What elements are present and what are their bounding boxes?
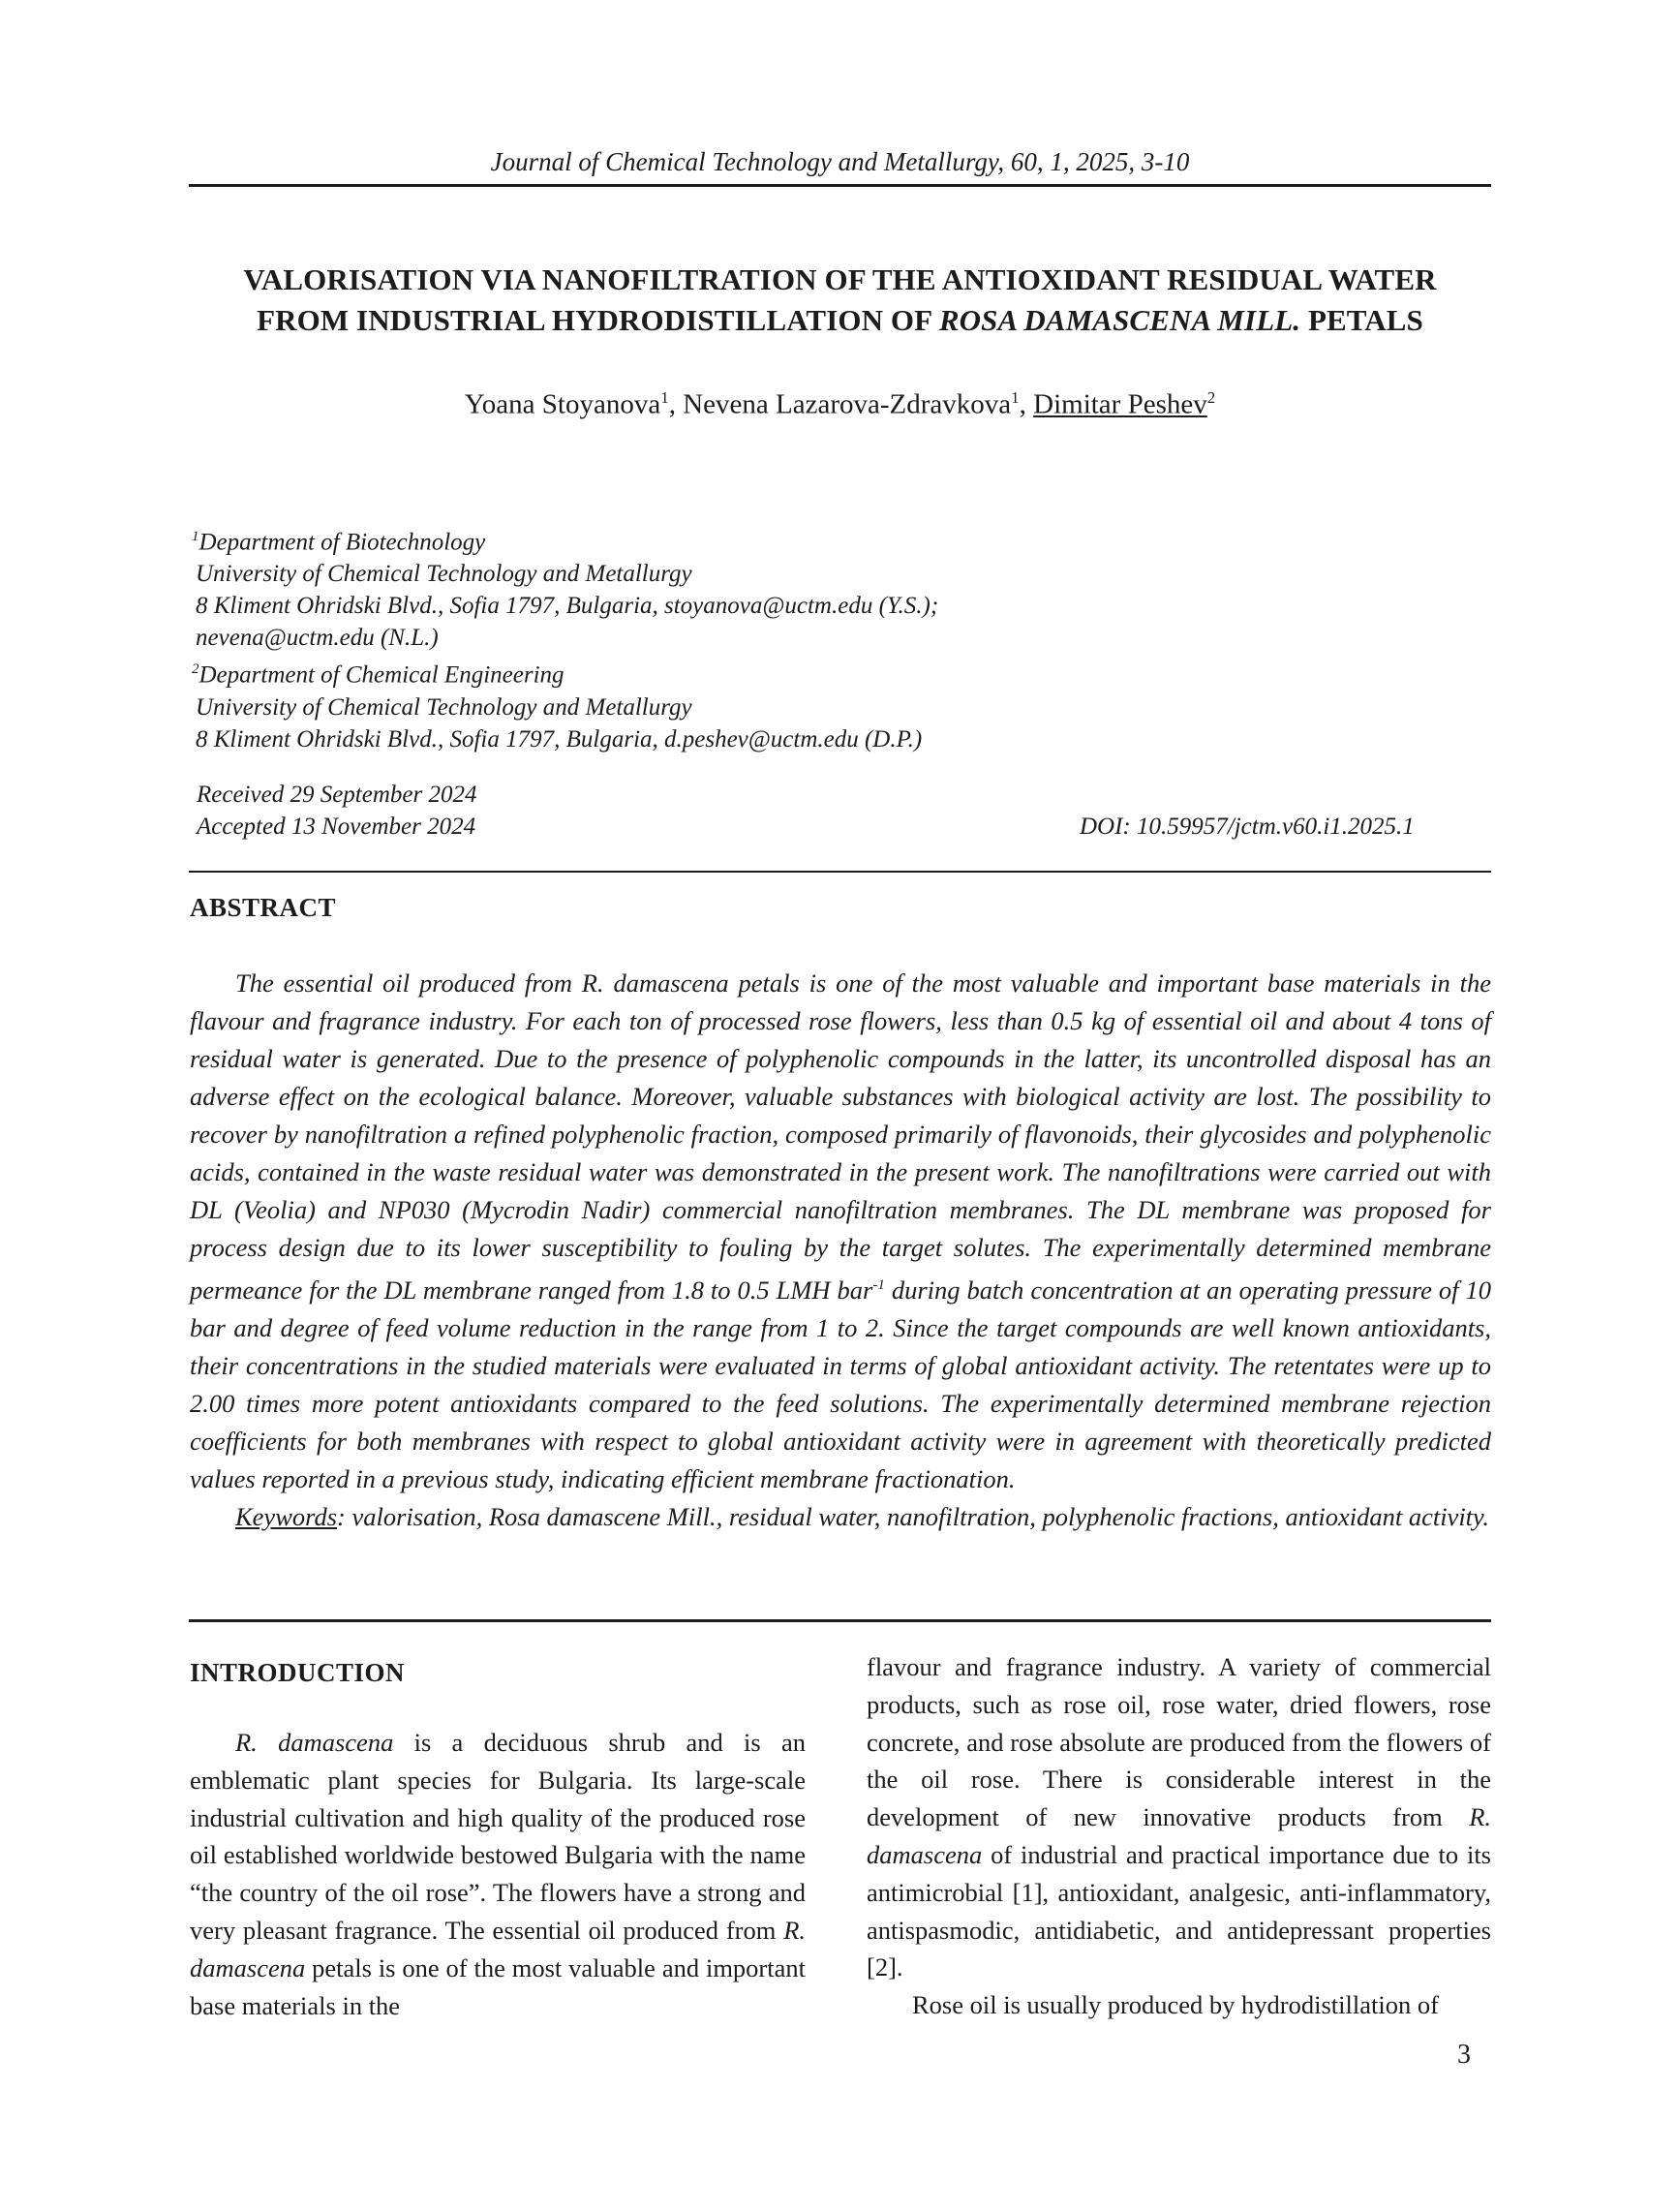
unit-exponent: -1	[872, 1277, 885, 1293]
intro-text: flavour and fragrance industry. A variety of commercial products, such as rose oil, rose water, dried flowers, rose concrete, and rose absolute are produced from the flowers of the oil rose. There is considerable interest in the development of new innovative products from	[867, 1652, 1491, 1832]
doi: DOI: 10.59957/jctm.v60.i1.2025.1	[1080, 814, 1415, 840]
accepted-date: Accepted 13 November 2024	[197, 814, 476, 840]
intro-text: is a deciduous shrub and is an emblematic plant species for Bulgaria. Its large-scale industrial cultivation and high quality of the produced rose oil established worldwide bestowed Bulgaria with the name “the country of the oil rose”. The flowers have a strong and very pleasant fragrance. The essential oil produced from	[190, 1728, 806, 1945]
intro-paragraph	[190, 1724, 806, 2024]
species-name: R. damascena	[235, 1728, 394, 1757]
corresponding-author-name: Dimitar Peshev	[1033, 388, 1207, 420]
author-affiliation-marker: 1	[1011, 388, 1020, 407]
title-line-2	[189, 300, 1491, 341]
paper-title	[189, 260, 1491, 341]
intro-text: of industrial and practical importance due to its antimicrobial [1], antioxidant, analgesic, anti-inflammatory, antispasmodic, antidiabetic, and antidepressant properties [2].	[867, 1839, 1491, 1982]
author-separator: ,	[1019, 388, 1034, 420]
affiliation-1-address: 8 Kliment Ohridski Blvd., Sofia 1797, Bulgaria, stoyanova@uctm.edu (Y.S.);	[196, 593, 939, 620]
abstract-body	[190, 965, 1491, 1536]
title-line-1: VALORISATION VIA NANOFILTRATION OF THE ANTIOXIDANT RESIDUAL WATER	[243, 262, 1437, 296]
abstract-bottom-rule	[189, 1619, 1491, 1622]
introduction-left-column	[190, 1724, 806, 2024]
affiliation-marker: 2	[192, 661, 199, 678]
introduction-right-column	[867, 1648, 1491, 2024]
keywords-list: : valorisation, Rosa damascene Mill., residual water, nanofiltration, polyphenolic fractions, antioxidant activity.	[337, 1501, 1489, 1531]
title-species: ROSA DAMASCENA MILL.	[938, 303, 1301, 337]
affiliation-marker: 1	[192, 529, 199, 544]
affiliation-text: Department of Chemical Engineering	[198, 661, 564, 689]
author-list	[189, 380, 1491, 423]
affiliations	[192, 521, 938, 755]
introduction-heading: INTRODUCTION	[190, 1658, 406, 1687]
affiliation-2-university: University of Chemical Technology and Metallurgy	[196, 693, 692, 721]
intro-paragraph-continued	[867, 1648, 1491, 1986]
species-name: R. damascena	[867, 1802, 1491, 1869]
intro-text: petals is one of the most valuable and important base materials in the	[190, 1952, 806, 2020]
species-name: R. damascena	[190, 1915, 806, 1982]
journal-header: Journal of Chemical Technology and Metallurgy, 60, 1, 2025, 3-10	[490, 147, 1190, 176]
affiliation-1-email: nevena@uctm.edu (N.L.)	[196, 625, 439, 652]
abstract-text-cont: during batch concentration at an operating pressure of 10 bar and degree of feed volume reduction in the range from 1 to 2. Since the target compounds are well known antioxidants, their concentrations in the studied materials were evaluated in terms of global antioxidant activity. The retentates were up to 2.00 times more potent antioxidants compared to the feed solutions. The experimentally determined membrane rejection coefficients for both membranes with respect to global antioxidant activity were in agreement with theoretically predicted values reported in a previous study, indicating efficient membrane fractionation.	[190, 1275, 1491, 1493]
keywords-label: Keywords	[235, 1501, 338, 1531]
affiliation-1-department	[192, 521, 938, 558]
abstract-text: The essential oil produced from R. damascena petals is one of the most valuable and important base materials in the flavour and fragrance industry. For each ton of processed rose flowers, less than 0.5 kg of essential oil and about 4 tons of residual water is generated. Due to the presence of polyphenolic compounds in the latter, its uncontrolled disposal has an adverse effect on the ecological balance. Moreover, valuable substances with biological activity are lost. The possibility to recover by nanofiltration a refined polyphenolic fraction, composed primarily of flavonoids, their glycosides and polyphenolic acids, contained in the waste residual water was demonstrated in the present work. The nanofiltrations were carried out with DL (Veolia) and NP030 (Mycrodin Nadir) commercial nanofiltration membranes. The DL membrane was proposed for process design due to its lower susceptibility to fouling by the target solutes. The experimentally determined membrane permeance for the DL membrane ranged from 1.8 to 0.5 LMH bar	[190, 968, 1491, 1305]
intro-paragraph: Rose oil is usually produced by hydrodistillation of	[912, 1990, 1439, 2020]
received-date: Received 29 September 2024	[197, 782, 477, 808]
abstract-heading: ABSTRACT	[190, 893, 337, 922]
affiliation-text: Department of Biotechnology	[198, 529, 486, 556]
abstract-paragraph	[190, 965, 1491, 1498]
page-number: 3	[1457, 2040, 1471, 2070]
author-affiliation-marker: 2	[1206, 388, 1216, 407]
affiliation-1-university: University of Chemical Technology and Metallurgy	[196, 561, 692, 588]
abstract-top-rule	[189, 871, 1491, 873]
affiliation-2-department	[192, 654, 938, 691]
author-separator: ,	[668, 388, 684, 420]
author-name: Nevena Lazarova-Zdravkova	[683, 388, 1012, 420]
author-name: Yoana Stoyanova	[464, 388, 661, 420]
affiliation-2-address: 8 Kliment Ohridski Blvd., Sofia 1797, Bulgaria, d.peshev@uctm.edu (D.P.)	[196, 725, 923, 753]
header-rule	[189, 184, 1491, 187]
title-text-end: PETALS	[1300, 303, 1423, 337]
article-dates	[197, 779, 476, 843]
author-affiliation-marker: 1	[660, 388, 669, 407]
keywords	[190, 1498, 1491, 1536]
title-text: FROM INDUSTRIAL HYDRODISTILLATION OF	[257, 303, 939, 337]
